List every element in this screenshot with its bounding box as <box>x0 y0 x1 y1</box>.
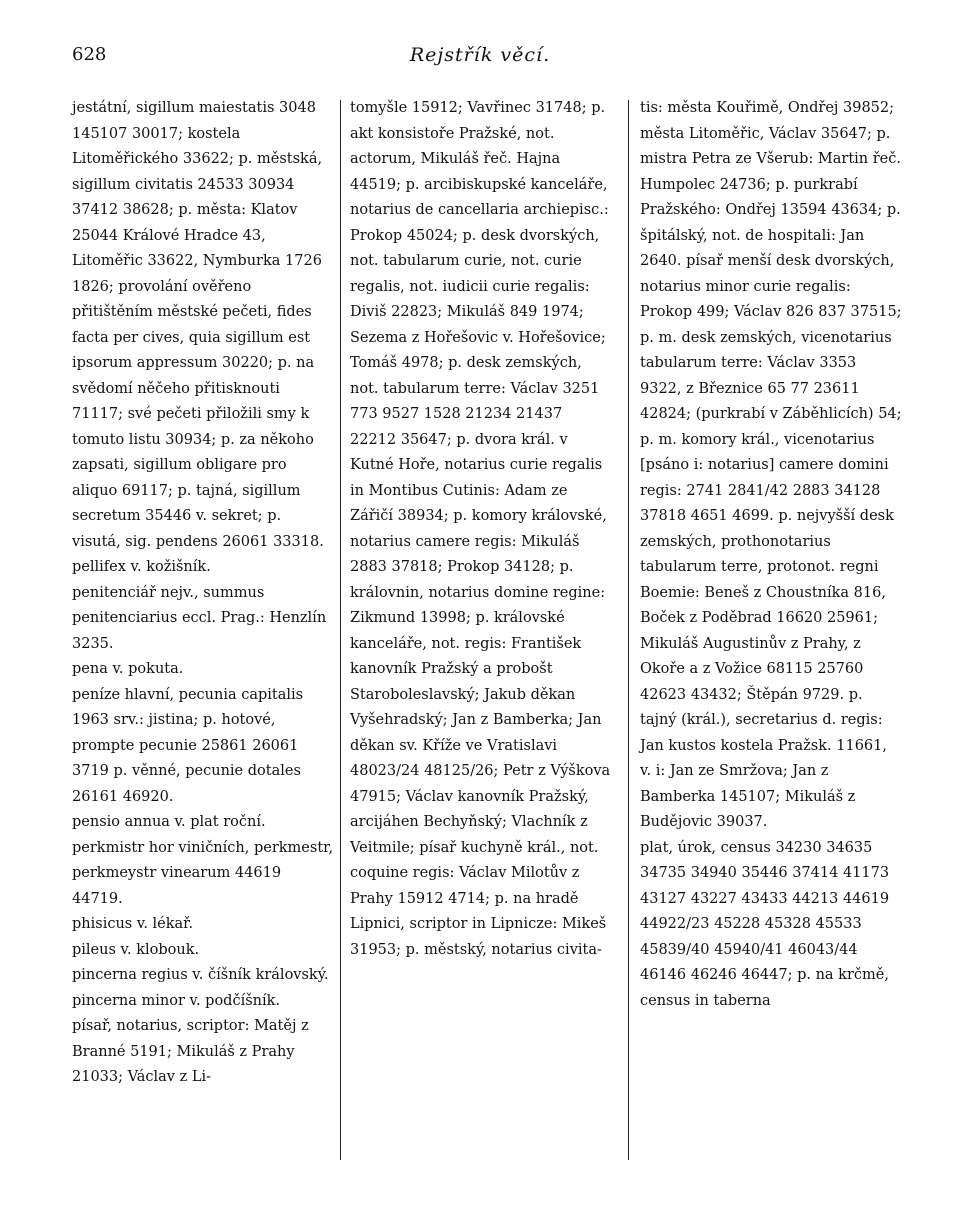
index-entry: phisicus v. lékař. <box>72 916 194 932</box>
index-entry: pena v. pokuta. <box>72 661 184 677</box>
index-entry: tis: města Kouřimě, Ondřej 39852; města Litoměřic, Václav 35647; p. mistra Petra ze Všerub: Martin řeč. Humpolec 24736; p. purkrabí Pražského: Ondřej 13594 43634; p. špitálský, not. de hospitali: Jan 2640. písař menší desk dvorských, notarius minor curie regalis: Prokop 499; Václav 826 837 37515; p. m. desk zemských, vicenotarius tabularum terre: Václav 3353 9322, z Březnice 65 77 23611 42824; (purkrabí v Záběhlicích) 54; p. m. komory král., vicenotarius [psáno i: notarius] camere domini regis: 2741 2841/42 2883 34128 37818 4651 4699. p. nejvyšší desk zemských, prothonotarius tabularum terre, protonot. regni Boemie: Beneš z Choustníka 816, Boček z Poděbrad 16620 25961; Mikuláš Augustinův z Prahy, z Okoře a z Vožice 68115 25760 42623 43432; Štěpán 9729. p. tajný (král.), secretarius d. regis: Jan kustos kostela Pražsk. 11661, v. i: Jan ze Smržova; Jan z Bamberka 145107; Mikuláš z Budějovic 39037. <box>640 100 902 830</box>
index-entry: pileus v. klobouk. <box>72 941 200 958</box>
column-divider <box>628 100 629 1160</box>
index-entry: penitenciář nejv., summus penitenciarius eccl. Prag.: Henzlín 3235. <box>72 584 327 652</box>
running-title: Rejstřík věcí. <box>409 44 551 66</box>
index-entry: pensio annua v. plat roční. <box>72 814 266 830</box>
index-entry: pincerna regius v. číšník královský. <box>72 967 329 983</box>
page-number: 628 <box>72 44 107 65</box>
index-entry: jestátní, sigillum maiestatis 3048 145107 30017; kostela Litoměřického 33622; p. městská, sigillum civitatis 24533 30934 37412 38628; p. města: Klatov 25044 Králové Hradce 43, Litoměřic 33622, Nymburka 1726 1826; provolání ověřeno přitištěním městské pečeti, fides facta per cives, quia sigillum est ipsorum appressum 30220; p. na svědomí něčeho přitisknouti 71117; své pečeti přiložili smy k tomuto listu 30934; p. za někoho zapsati, sigillum obligare pro aliquo 69117; p. tajná, sigillum secretum 35446 v. sekret; p. visutá, sig. pendens 26061 33318. <box>72 100 324 550</box>
column-divider <box>340 100 341 1160</box>
column-middle <box>350 96 612 963</box>
index-entry: perkmistr hor viničních, perkmestr, perkmeystr vinearum 44619 44719. <box>72 839 334 907</box>
column-left <box>72 96 334 1091</box>
index-entry: písař, notarius, scriptor: Matěj z Branné 5191; Mikuláš z Prahy 21033; Václav z Li- <box>72 1018 309 1085</box>
index-entry: peníze hlavní, pecunia capitalis 1963 srv.: jistina; p. hotové, prompte pecunie 25861 26061 3719 p. věnné, pecunie dotales 26161 46920. <box>72 686 304 805</box>
index-entry: pellifex v. kožišník. <box>72 559 211 575</box>
index-entry: plat, úrok, census 34230 34635 34735 34940 35446 37414 41173 43127 43227 43433 44213 44619 44922/23 45228 45328 45533 45839/40 45940/41 46043/44 46146 46246 46447; p. na krčmě, census in taberna <box>640 839 890 1009</box>
column-right <box>640 96 902 1014</box>
index-entry: tomyšle 15912; Vavřinec 31748; p. akt konsistoře Pražské, not. actorum, Mikuláš řeč. Hajna 44519; p. arcibiskupské kanceláře, notarius de cancellaria archiepisc.: Prokop 45024; p. desk dvorských, not. tabularum curie, not. curie regalis, not. iudicii curie regalis: Diviš 22823; Mikuláš 849 1974; Sezema z Hořešovic v. Hořešovice; Tomáš 4978; p. desk zemských, not. tabularum terre: Václav 3251 773 9527 1528 21234 21437 22212 35647; p. dvora král. v Kutné Hoře, notarius curie regalis in Montibus Cutinis: Adam ze Zářičí 38934; p. komory královské, notarius camere regis: Mikuláš 2883 37818; Prokop 34128; p. královnin, notarius domine regine: Zikmund 13998; p. královské kanceláře, not. regis: František kanovník Pražský a probošt Staroboleslavský; Jakub děkan Vyšehradský; Jan z Bamberka; Jan děkan sv. Kříže ve Vratislavi 48023/24 48125/26; Petr z Výškova 47915; Václav kanovník Pražský, arcijáhen Bechyňský; Vlachník z Veitmile; písař kuchyně král., not. coquine regis: Václav Milotův z Prahy 15912 4714; p. na hradě Lipnici, scriptor in Lipnicze: Mikeš 31953; p. městský, notarius civita- <box>350 100 611 958</box>
index-entry: pincerna minor v. podčíšník. <box>72 992 281 1009</box>
